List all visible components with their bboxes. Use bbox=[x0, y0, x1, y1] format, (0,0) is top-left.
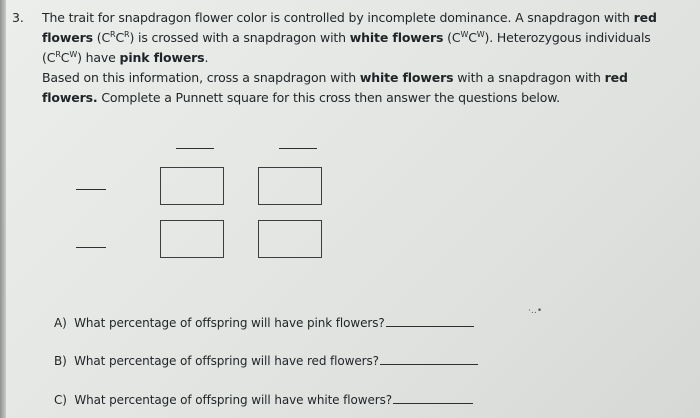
question-a-text: What percentage of offspring will have pink flowers? bbox=[74, 316, 385, 330]
punnett-left-allele-blank-2[interactable] bbox=[76, 247, 106, 248]
punnett-top-allele-blank-2[interactable] bbox=[279, 148, 317, 149]
problem-text bbox=[42, 8, 694, 108]
problem-paragraph-1: The trait for snapdragon flower color is controlled by incomplete dominance. A snapdragon with red flowers $(C^RC^R)$ is crossed with a snapdragon with white flowers $(C^WC^W)$. Heterozygous individuals $(C^RC^W)$ have pink flowers. bbox=[42, 10, 657, 65]
punnett-cell-3[interactable] bbox=[160, 220, 224, 258]
genotype-white: $(C^WC^W)$. bbox=[443, 30, 494, 45]
question-a-answer-blank[interactable] bbox=[386, 314, 474, 327]
question-c bbox=[54, 391, 473, 408]
question-b-answer-blank[interactable] bbox=[380, 352, 478, 365]
question-b bbox=[54, 352, 478, 369]
genotype-red: $(C^RC^R)$ bbox=[96, 30, 135, 45]
question-a bbox=[54, 314, 474, 331]
page-left-edge-shadow bbox=[0, 0, 6, 418]
problem-paragraph-2: Based on this information, cross a snapdragon with white flowers with a snapdragon with red flowers. Complete a Punnett square for this cross then answer the questions below. bbox=[42, 70, 628, 105]
punnett-cell-4[interactable] bbox=[258, 220, 322, 258]
problem-number: 3. bbox=[12, 10, 24, 25]
question-c-answer-blank[interactable] bbox=[393, 391, 473, 404]
question-c-text: What percentage of offspring will have white flowers? bbox=[74, 393, 393, 407]
punnett-cell-1[interactable] bbox=[160, 167, 224, 205]
question-a-label: A) bbox=[54, 316, 67, 330]
punnett-top-allele-blank-1[interactable] bbox=[176, 148, 214, 149]
question-c-label: C) bbox=[54, 393, 67, 407]
pen-mark: ·‥• bbox=[528, 306, 543, 316]
punnett-cell-2[interactable] bbox=[258, 167, 322, 205]
punnett-left-allele-blank-1[interactable] bbox=[76, 189, 106, 190]
genotype-heterozygous: $(C^RC^W)$ bbox=[42, 50, 82, 65]
question-b-label: B) bbox=[54, 354, 67, 368]
question-b-text: What percentage of offspring will have red flowers? bbox=[74, 354, 379, 368]
